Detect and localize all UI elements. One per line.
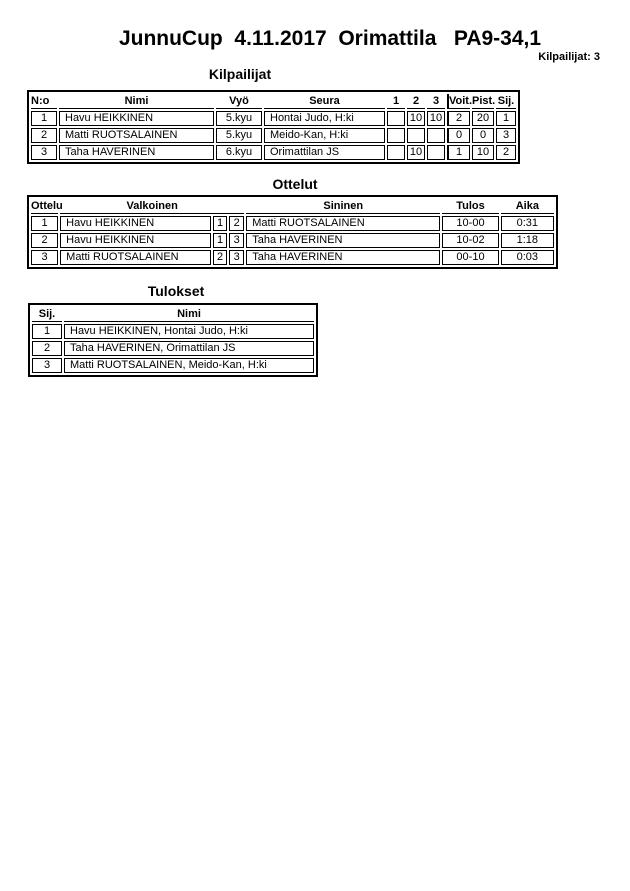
- competitors-count: Kilpailijat: 3: [538, 51, 600, 63]
- cell-seura: Meido-Kan, H:ki: [264, 128, 385, 143]
- cell-sij: 2: [496, 145, 516, 160]
- kilpailijat-table: [27, 90, 520, 164]
- column-header-ottelu: Ottelu: [31, 200, 63, 212]
- table-row: [31, 233, 554, 248]
- cell-sininen: Taha HAVERINEN: [246, 250, 440, 265]
- cell-vyo: 6.kyu: [216, 145, 262, 160]
- cell-voit: 1: [447, 145, 470, 160]
- page-title: JunnuCup 4.11.2017 Orimattila PA9-34,1: [118, 27, 542, 50]
- cell-sij: 1: [496, 111, 516, 126]
- cell-valkoinen-no: 2: [213, 250, 227, 265]
- cell-aika: 0:31: [501, 216, 554, 231]
- cell-sininen-no: 3: [229, 233, 244, 248]
- cell-match2: [407, 128, 425, 143]
- tulokset-table: [28, 303, 318, 377]
- cell-valkoinen: Havu HEIKKINEN: [60, 233, 211, 248]
- column-header-aika: Aika: [501, 199, 554, 214]
- table-row: [32, 358, 314, 373]
- cell-sij: 3: [496, 128, 516, 143]
- table-row: [31, 128, 516, 143]
- ottelut-header-row: [31, 199, 554, 214]
- cell-nimi: Taha HAVERINEN, Orimattilan JS: [64, 341, 314, 356]
- column-header-tulos: Tulos: [442, 199, 498, 214]
- cell-match3: 10: [427, 111, 445, 126]
- cell-tulos: 10-00: [442, 216, 498, 231]
- column-header-match2: 2: [407, 94, 425, 109]
- column-header-valkoinen: Valkoinen: [60, 199, 244, 214]
- cell-valkoinen-no: 1: [213, 233, 227, 248]
- cell-pist: 0: [472, 128, 494, 143]
- cell-sij: 1: [32, 324, 62, 339]
- cell-nimi: Matti RUOTSALAINEN, Meido-Kan, H:ki: [64, 358, 314, 373]
- cell-nimi: Havu HEIKKINEN: [59, 111, 214, 126]
- column-header-match1: 1: [387, 94, 405, 109]
- cell-match3: [427, 128, 445, 143]
- kilpailijat-header-row: [31, 94, 516, 109]
- ottelut-table: [27, 195, 558, 269]
- cell-pist: 10: [472, 145, 494, 160]
- cell-no: 1: [31, 111, 57, 126]
- cell-ottelu: 3: [31, 250, 58, 265]
- cell-match1: [387, 145, 405, 160]
- cell-valkoinen: Havu HEIKKINEN: [60, 216, 211, 231]
- column-header-seura: Seura: [264, 94, 385, 109]
- cell-seura: Hontai Judo, H:ki: [264, 111, 385, 126]
- cell-no: 3: [31, 145, 57, 160]
- cell-nimi: Matti RUOTSALAINEN: [59, 128, 214, 143]
- cell-voit: 0: [447, 128, 470, 143]
- cell-tulos: 10-02: [442, 233, 498, 248]
- cell-tulos: 00-10: [442, 250, 498, 265]
- column-header-pist: Pist.: [472, 95, 496, 107]
- column-header-sininen: Sininen: [246, 199, 440, 214]
- cell-match1: [387, 111, 405, 126]
- column-header-match3: 3: [427, 94, 445, 109]
- table-row: [31, 145, 516, 160]
- column-header-nimi: Nimi: [59, 94, 214, 109]
- cell-match2: 10: [407, 145, 425, 160]
- column-header-sij: Sij.: [32, 307, 62, 322]
- cell-ottelu: 2: [31, 233, 58, 248]
- cell-nimi: Taha HAVERINEN: [59, 145, 214, 160]
- column-header-no: N:o: [31, 94, 57, 109]
- cell-voit: 2: [447, 111, 470, 126]
- cell-vyo: 5.kyu: [216, 111, 262, 126]
- column-header-voit: Voit.: [449, 95, 473, 107]
- cell-match2: 10: [407, 111, 425, 126]
- tulokset-header-row: [32, 307, 314, 322]
- cell-match1: [387, 128, 405, 143]
- cell-sij: 3: [32, 358, 62, 373]
- column-header-vyo: Vyö: [216, 94, 262, 109]
- cell-no: 2: [31, 128, 57, 143]
- column-header-sij: Sij.: [497, 95, 515, 107]
- table-row: [31, 216, 554, 231]
- cell-nimi: Havu HEIKKINEN, Hontai Judo, H:ki: [64, 324, 314, 339]
- cell-aika: 1:18: [501, 233, 554, 248]
- cell-sininen-no: 2: [229, 216, 244, 231]
- cell-vyo: 5.kyu: [216, 128, 262, 143]
- table-row: [31, 111, 516, 126]
- cell-sij: 2: [32, 341, 62, 356]
- cell-sininen-no: 3: [229, 250, 244, 265]
- section-title-ottelut: Ottelut: [272, 176, 318, 192]
- cell-valkoinen-no: 1: [213, 216, 227, 231]
- cell-seura: Orimattilan JS: [264, 145, 385, 160]
- cell-ottelu: 1: [31, 216, 58, 231]
- cell-match3: [427, 145, 445, 160]
- section-title-tulokset: Tulokset: [147, 283, 205, 299]
- cell-sininen: Taha HAVERINEN: [246, 233, 440, 248]
- cell-aika: 0:03: [501, 250, 554, 265]
- cell-pist: 20: [472, 111, 494, 126]
- section-title-kilpailijat: Kilpailijat: [208, 66, 272, 82]
- table-row: [31, 250, 554, 265]
- table-row: [32, 341, 314, 356]
- cell-sininen: Matti RUOTSALAINEN: [246, 216, 440, 231]
- cell-valkoinen: Matti RUOTSALAINEN: [60, 250, 211, 265]
- column-header-nimi: Nimi: [64, 307, 314, 322]
- table-row: [32, 324, 314, 339]
